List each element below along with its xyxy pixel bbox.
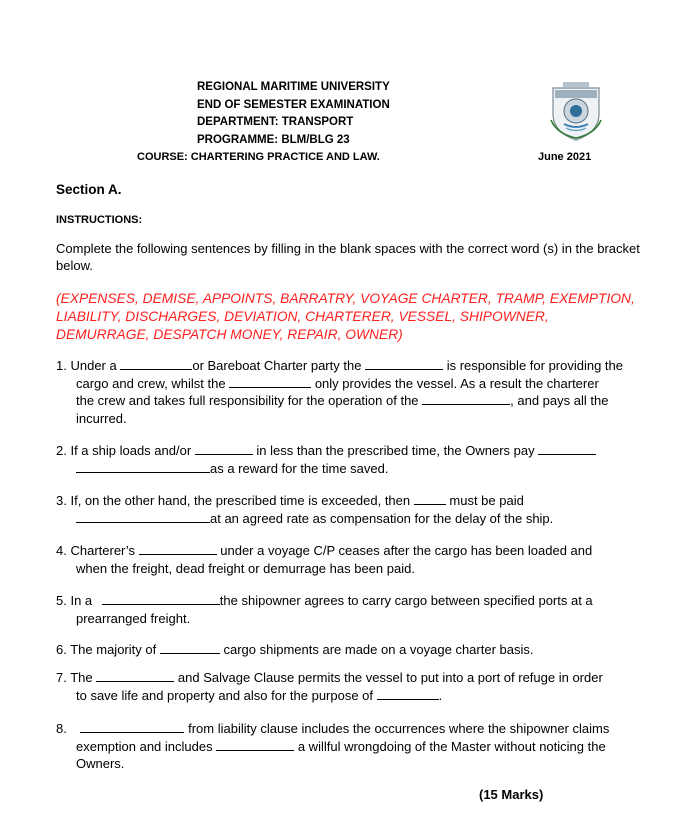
question-text: under a voyage C/P ceases after the cargo has been loaded and <box>220 543 593 558</box>
instructions-text: Complete the following sentences by filling in the blank spaces with the correct word (s) in the bracket below. <box>56 241 640 273</box>
answer-blank[interactable] <box>102 593 220 605</box>
question-number: 4. <box>56 543 67 558</box>
word-bank-line-3: DEMURRAGE, DESPATCH MONEY, REPAIR, OWNER) <box>56 327 403 342</box>
question-text: at an agreed rate as compensation for the delay of the ship. <box>210 510 554 526</box>
question-text: the shipowner agrees to carry cargo between specified ports at a <box>219 593 593 608</box>
question-text: when the freight, dead freight or demurrage has been paid. <box>76 560 415 576</box>
question-text: In a <box>70 593 93 608</box>
question-4 <box>56 542 643 577</box>
answer-blank[interactable] <box>377 688 439 700</box>
question-text: , and pays all the <box>510 393 609 408</box>
question-text: The majority of <box>70 642 157 657</box>
question-8 <box>56 720 643 773</box>
question-text: as a reward for the time saved. <box>210 460 389 476</box>
question-text: is responsible for providing the <box>446 358 624 373</box>
question-text: cargo and crew, whilst the <box>76 375 226 391</box>
answer-blank[interactable] <box>80 721 184 733</box>
question-number: 6. <box>56 642 67 657</box>
question-7 <box>56 669 643 704</box>
question-text: Charterer’s <box>70 543 136 558</box>
question-number: 7. <box>56 670 67 685</box>
university-name: REGIONAL MARITIME UNIVERSITY <box>197 81 390 93</box>
question-text: a willful wrongdoing of the Master without noticing the <box>297 738 606 754</box>
total-marks: (15 Marks) <box>479 787 544 802</box>
question-5 <box>56 592 643 627</box>
course-line: COURSE: CHARTERING PRACTICE AND LAW. <box>137 151 380 163</box>
question-number: 8. <box>56 721 67 736</box>
question-text: prearranged freight. <box>76 610 191 626</box>
programme-line: PROGRAMME: BLM/BLG 23 <box>197 134 350 146</box>
question-number: 3. <box>56 493 67 508</box>
question-number: 1. <box>56 358 67 373</box>
question-2 <box>56 442 643 477</box>
answer-blank[interactable] <box>538 443 596 455</box>
question-text: from liability clause includes the occurrences where the shipowner claims <box>188 721 610 736</box>
exam-date: June 2021 <box>538 151 592 163</box>
question-text: to save life and property and also for the purpose of <box>76 687 374 703</box>
question-number: 2. <box>56 443 67 458</box>
question-text: . <box>438 687 443 703</box>
question-text: only provides the vessel. As a result the charterer <box>314 375 599 391</box>
question-text: and Salvage Clause permits the vessel to put into a port of refuge in order <box>177 670 603 685</box>
question-text: in less than the prescribed time, the Owners pay <box>256 443 535 458</box>
answer-blank[interactable] <box>76 511 210 523</box>
answer-blank[interactable] <box>139 543 217 555</box>
exam-title: END OF SEMESTER EXAMINATION <box>197 99 390 111</box>
department-line: DEPARTMENT: TRANSPORT <box>197 116 354 128</box>
answer-blank[interactable] <box>365 358 443 370</box>
question-text: the crew and takes full responsibility for the operation of the <box>76 393 419 408</box>
answer-blank[interactable] <box>414 493 446 505</box>
word-bank <box>56 290 656 344</box>
question-1 <box>56 357 643 427</box>
answer-blank[interactable] <box>160 642 220 654</box>
question-text: If a ship loads and/or <box>70 443 192 458</box>
answer-blank[interactable] <box>422 393 510 405</box>
answer-blank[interactable] <box>195 443 253 455</box>
question-text: incurred. <box>76 410 127 426</box>
instructions-label: INSTRUCTIONS: <box>56 214 143 226</box>
answer-blank[interactable] <box>76 461 210 473</box>
question-text: must be paid <box>449 493 524 508</box>
question-text: The <box>70 670 93 685</box>
question-number: 5. <box>56 593 67 608</box>
question-6 <box>56 641 643 659</box>
question-text: or Bareboat Charter party the <box>192 358 362 373</box>
answer-blank[interactable] <box>120 358 192 370</box>
word-bank-line-1: (EXPENSES, DEMISE, APPOINTS, BARRATRY, VOYAGE CHARTER, TRAMP, EXEMPTION, <box>56 291 635 306</box>
answer-blank[interactable] <box>96 670 174 682</box>
question-3 <box>56 492 643 527</box>
question-text: exemption and includes <box>76 738 213 754</box>
question-text: If, on the other hand, the prescribed time is exceeded, then <box>70 493 411 508</box>
question-text: Owners. <box>76 756 125 771</box>
word-bank-line-2: LIABILITY, DISCHARGES, DEVIATION, CHARTERER, VESSEL, SHIPOWNER, <box>56 309 549 324</box>
answer-blank[interactable] <box>229 376 311 388</box>
section-title: Section A. <box>56 182 122 197</box>
university-crest-icon <box>549 80 603 142</box>
answer-blank[interactable] <box>216 739 294 751</box>
question-text: Under a <box>70 358 117 373</box>
question-text: cargo shipments are made on a voyage charter basis. <box>223 642 534 657</box>
